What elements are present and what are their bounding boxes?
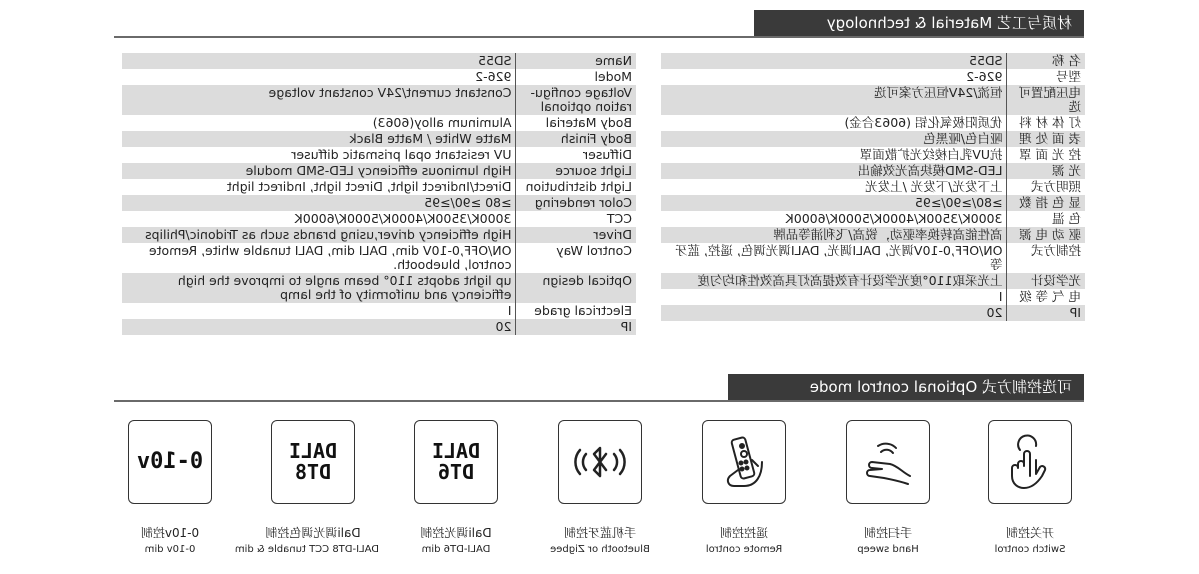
spec-row <box>122 303 636 319</box>
spec-row <box>122 115 636 131</box>
control-en-label: DALI-DT8 CCT tunable & dim <box>234 544 379 555</box>
spec-value: 恒流/24V恒压方案可选 <box>661 85 1007 115</box>
spec-key: 电 气 等 级 <box>1007 289 1085 305</box>
spec-key: 名 称 <box>1007 53 1085 69</box>
spec-value: Direct/Indirect light, Direct light, Indirect light <box>226 179 512 194</box>
spec-row <box>661 69 1085 85</box>
spec-value: 抗UV乳白棱纹光扩散面罩 <box>859 147 1003 162</box>
spec-value: High efficiency driver,using brands such as Tridonic/Philips <box>122 227 516 243</box>
spec-value: 20 <box>122 319 516 335</box>
spec-value: ON/OFF,0-10V调光, DALI调光, DALI调光调色, 遥控, 蓝牙等 <box>674 243 1003 272</box>
spec-key: Diffuser <box>516 147 636 163</box>
spec-key: Optical design <box>516 273 636 303</box>
spec-row <box>661 195 1085 211</box>
control-cn-label: Dali调光调色控制 <box>265 526 361 540</box>
spec-value: SD55 <box>661 53 1007 69</box>
spec-table-english <box>122 53 636 335</box>
spec-row <box>122 211 636 227</box>
control-en-label: 0-10v dim <box>144 544 196 555</box>
control-en-label: DALI-DT6 dim <box>421 544 491 555</box>
control-en-label: Switch control <box>994 544 1066 555</box>
control-switch <box>974 420 1086 570</box>
hand-sweep-icon <box>846 420 930 504</box>
spec-row <box>122 243 636 273</box>
spec-value: up light adopts 110° beam angle to improve the high efficiency and uniformity of the lamp <box>122 273 516 303</box>
remote-control-icon <box>702 420 786 504</box>
spec-value: Aluminum alloy(6063) <box>372 115 512 130</box>
spec-value: Constant current/24V constant voltage <box>122 85 516 115</box>
control-hand-sweep <box>832 420 944 570</box>
spec-key: Driver <box>516 227 636 243</box>
control-section-title: 可选控制方式 Optional control mode <box>728 374 1084 400</box>
spec-value: ≥80/≥90/≥95 <box>661 195 1007 211</box>
dali-dt8-icon <box>271 420 355 504</box>
0-10v-icon <box>128 420 212 504</box>
spec-key: Light distribution <box>516 179 636 195</box>
control-cn-label: 开关控制 <box>1006 526 1055 540</box>
spec-row <box>122 163 636 179</box>
spec-key: Light source <box>516 163 636 179</box>
spec-key: 型号 <box>1007 69 1085 85</box>
switch-hand-icon <box>988 420 1072 504</box>
material-section-rule <box>114 36 1084 38</box>
spec-value: 3000K/3500K/4000K/5000K/6000K <box>785 211 1003 226</box>
spec-row <box>661 273 1085 289</box>
spec-row <box>661 163 1085 179</box>
spec-row <box>122 179 636 195</box>
spec-value: High luminous efficiency LED-SMD module <box>122 163 516 179</box>
spec-row <box>661 115 1085 131</box>
spec-row <box>661 289 1085 305</box>
dali-dt8-text: DALI DT8 <box>288 439 338 484</box>
spec-row <box>661 53 1085 69</box>
control-cn-label: 0-10v控制 <box>140 526 200 540</box>
spec-key: Control Way <box>516 243 636 273</box>
control-en-label: Hand sweep <box>857 544 919 555</box>
spec-key: CCT <box>516 211 636 227</box>
spec-key: 光 源 <box>1007 163 1085 179</box>
spec-key: IP <box>1007 305 1085 321</box>
spec-value: Matte White / Matte Black <box>122 131 516 147</box>
control-modes <box>114 420 1086 570</box>
spec-value: I <box>998 289 1003 304</box>
spec-key: 控制方式 <box>1007 243 1085 273</box>
control-en-label: Remote control <box>705 544 783 555</box>
spec-value: 926-2 <box>475 69 512 84</box>
control-cn-label: 手扫控制 <box>864 526 913 540</box>
spec-key: Name <box>516 53 636 69</box>
spec-key: 照明方式 <box>1007 179 1085 195</box>
spec-value: 926-2 <box>966 69 1003 84</box>
spec-value: 上光采取110°度光学设计有效提高灯具高效性和均匀度 <box>661 273 1007 289</box>
spec-key: 表 面 处 理 <box>1007 131 1085 147</box>
dali-dt6-text: DALI DT6 <box>431 439 481 484</box>
bluetooth-icon <box>558 420 642 504</box>
spec-row <box>661 131 1085 147</box>
spec-row <box>122 69 636 85</box>
spec-key: Body Finish <box>516 131 636 147</box>
material-section-title: 材质与工艺 Material & technology <box>754 10 1084 36</box>
spec-value: 20 <box>661 305 1007 321</box>
control-dali-dt8 <box>234 420 379 570</box>
control-section-rule <box>114 400 1084 402</box>
spec-row <box>661 147 1085 163</box>
control-dali-dt6 <box>400 420 512 570</box>
spec-row <box>661 179 1085 195</box>
spec-key: 显 色 指 数 <box>1007 195 1085 211</box>
spec-key: IP <box>516 319 636 335</box>
spec-row <box>661 227 1085 243</box>
spec-key: 控 光 面 罩 <box>1007 147 1085 163</box>
spec-value: ON/OFF,0-10V dim, DALI dim, DALI tunable white, Remote control, bluebooth. <box>148 243 512 272</box>
spec-row <box>661 211 1085 227</box>
spec-row <box>661 305 1085 321</box>
spec-row <box>122 195 636 211</box>
control-0-10v <box>114 420 226 570</box>
spec-key: 光学设计 <box>1007 273 1085 289</box>
spec-value: 高性能高转换率驱动，锐高/飞利浦等品牌 <box>661 227 1007 243</box>
spec-row <box>122 85 636 115</box>
spec-key: 灯 体 材 料 <box>1007 115 1085 131</box>
spec-key: 色 温 <box>1007 211 1085 227</box>
spec-key: Voltage configu-ration optional <box>516 85 636 115</box>
spec-row <box>661 243 1085 273</box>
control-cn-label: Dali调光控制 <box>420 526 492 540</box>
spec-key: Model <box>516 69 636 85</box>
spec-row <box>122 319 636 335</box>
spec-value: 上下发光/下发光 /上发光 <box>865 179 1003 194</box>
spec-value: 哑白色/哑黑色 <box>661 131 1007 147</box>
spec-value: ≥80 ≥90/≥95 <box>122 195 516 211</box>
dali-dt6-icon <box>414 420 498 504</box>
spec-row <box>122 147 636 163</box>
spec-key: Body Material <box>516 115 636 131</box>
0-10v-text: 0-10v <box>136 449 204 475</box>
spec-value: SD55 <box>122 53 516 69</box>
spec-value: 优质阳极氧化铝 (6063合金) <box>844 115 1003 130</box>
control-en-label: Bluetooth or Zigbee <box>550 544 650 555</box>
spec-key: 驱 动 电 源 <box>1007 227 1085 243</box>
spec-row <box>122 131 636 147</box>
spec-value: LED-SMD模块高光效输出 <box>661 163 1007 179</box>
spec-value: UV resistant opal prismatic diffuser <box>291 147 512 162</box>
spec-row <box>122 53 636 69</box>
spec-row <box>122 227 636 243</box>
control-bluetooth <box>544 420 656 570</box>
control-cn-label: 遥控控制 <box>720 526 769 540</box>
spec-row <box>661 85 1085 115</box>
spec-key: Color rendering <box>516 195 636 211</box>
spec-table-chinese <box>661 53 1085 321</box>
spec-value: I <box>507 303 512 318</box>
control-remote <box>688 420 800 570</box>
spec-row <box>122 273 636 303</box>
spec-key: Electrical grade <box>516 303 636 319</box>
spec-value: 3000K/3500K/4000K/5000K/6000K <box>294 211 512 226</box>
control-cn-label: 手机蓝牙控制 <box>564 526 637 540</box>
spec-key: 电压配置可选 <box>1007 85 1085 115</box>
